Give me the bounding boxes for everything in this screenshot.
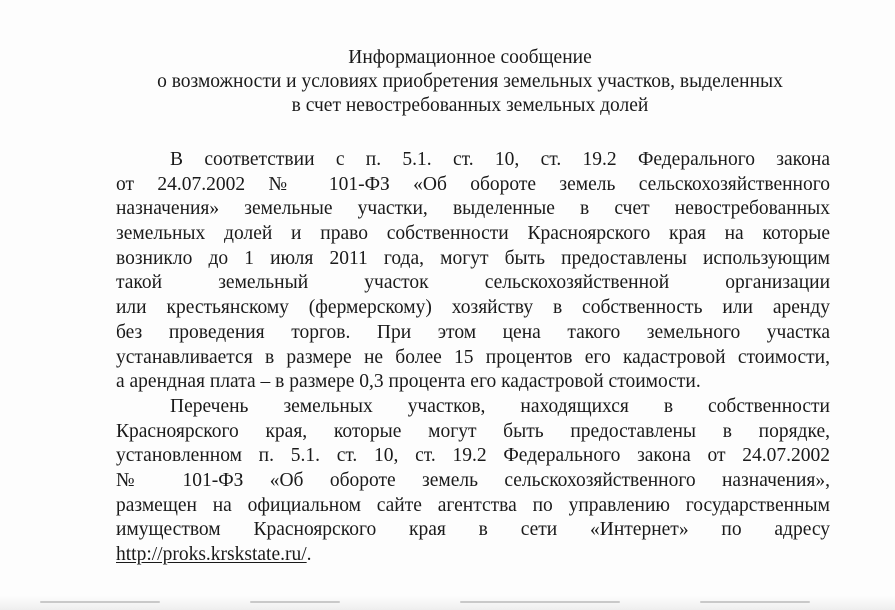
title-line-2: о возможности и условиях приобретения земельных участков, выделенных <box>157 71 783 92</box>
paragraph-1 <box>116 148 830 395</box>
document-body <box>116 148 830 568</box>
text-line: возникло до 1 июля 2011 года, могут быть предоставлены использующим <box>116 247 830 269</box>
document-title <box>100 46 840 118</box>
text-line: № 101-ФЗ «Об обороте земель сельскохозяйственного назначения», <box>116 469 830 491</box>
text-line: такой земельный участок сельскохозяйственной организации <box>116 272 830 294</box>
paragraph-2 <box>116 395 830 568</box>
title-line-1: Информационное сообщение <box>348 47 592 68</box>
scan-artifact <box>700 601 810 603</box>
agency-website-link[interactable]: http://proks.krskstate.ru/ <box>116 544 307 565</box>
text-line: установленном п. 5.1. ст. 10, ст. 19.2 Федерального закона от 24.07.2002 <box>116 445 830 467</box>
text-line: В соответствии с п. 5.1. ст. 10, ст. 19.2 Федерального закона <box>170 149 830 170</box>
text-line: без проведения торгов. При этом цена такого земельного участка <box>116 321 830 343</box>
text-line: земельных долей и право собственности Красноярского края на которые <box>116 223 830 245</box>
text-line: или крестьянскому (фермерскому) хозяйству в собственность или аренду <box>116 297 830 319</box>
scan-bottom-edge <box>0 596 895 610</box>
title-line-3: в счет невостребованных земельных долей <box>291 95 649 116</box>
text-line: Красноярского края, которые могут быть предоставлены в порядке, <box>116 420 830 442</box>
text-line: имуществом Красноярского края в сети «Интернет» по адресу <box>116 519 830 541</box>
text-line: устанавливается в размере не более 15 процентов его кадастровой стоимости, <box>116 346 830 368</box>
url-line <box>116 543 830 568</box>
text-line: Перечень земельных участков, находящихся в собственности <box>170 395 830 417</box>
text-line: назначения» земельные участки, выделенные в счет невостребованных <box>116 198 830 220</box>
scan-artifact <box>460 601 620 603</box>
text-line: а арендная плата – в размере 0,3 процента его кадастровой стоимости. <box>116 371 701 393</box>
scan-artifact <box>40 601 160 603</box>
url-suffix: . <box>306 544 312 565</box>
scan-artifact <box>250 601 340 603</box>
text-line: размещен на официальном сайте агентства по управлению государственным <box>116 494 830 516</box>
text-line: от 24.07.2002 № 101-ФЗ «Об обороте земель сельскохозяйственного <box>116 173 830 195</box>
